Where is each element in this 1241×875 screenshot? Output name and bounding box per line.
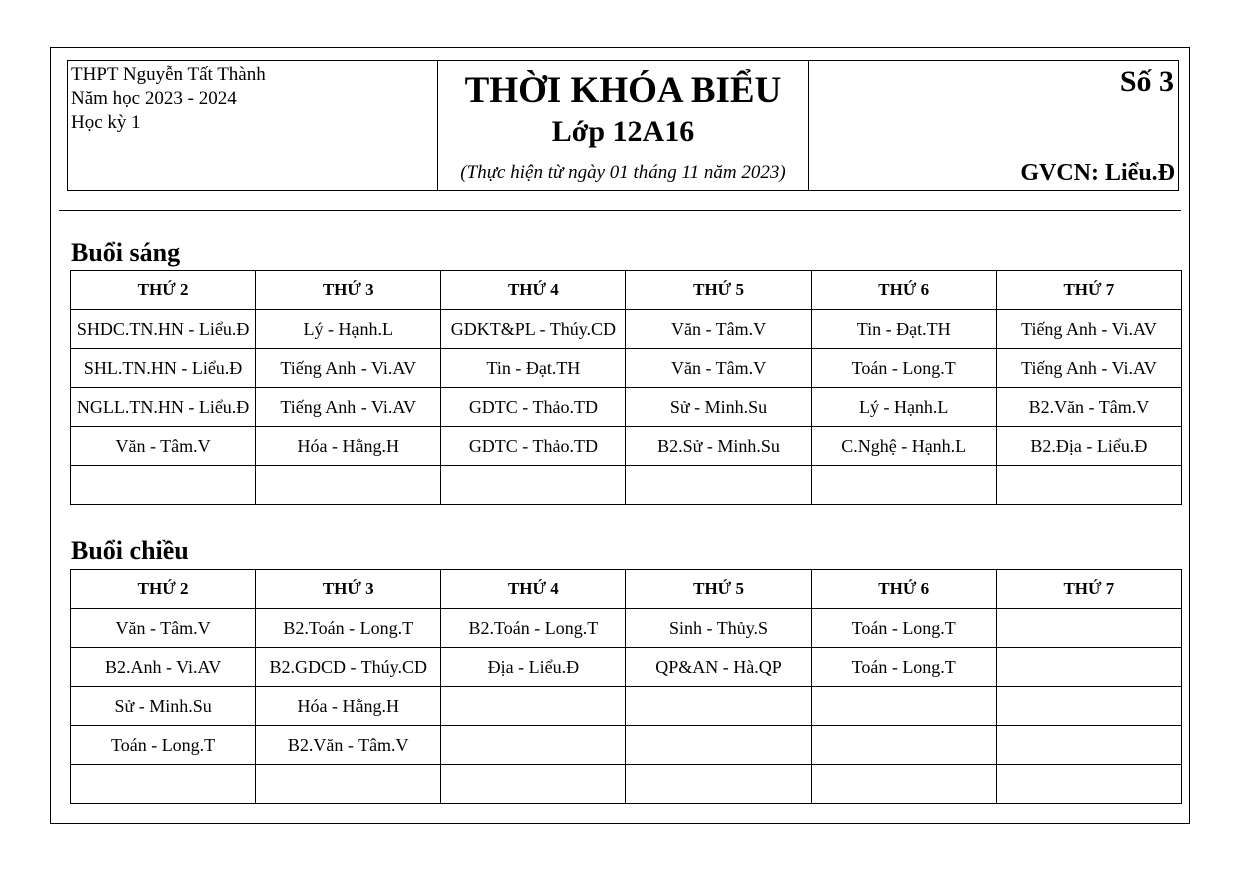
page-title: THỜI KHÓA BIỂU (464, 70, 782, 111)
lesson-cell: B2.Sử - Minh.Su (626, 427, 811, 466)
period-row (71, 765, 1182, 804)
lesson-cell (996, 726, 1181, 765)
lesson-cell (811, 466, 996, 505)
lesson-cell: Tiếng Anh - Vi.AV (256, 349, 441, 388)
lesson-cell: Sử - Minh.Su (71, 687, 256, 726)
lesson-cell (626, 687, 811, 726)
lesson-cell (811, 687, 996, 726)
lesson-cell (996, 687, 1181, 726)
lesson-cell: B2.Địa - Liểu.Đ (996, 427, 1181, 466)
lesson-cell (71, 765, 256, 804)
day-header: THỨ 3 (256, 570, 441, 609)
lesson-cell (626, 466, 811, 505)
number-block (809, 61, 1178, 190)
lesson-cell: Toán - Long.T (811, 648, 996, 687)
effective-date: (Thực hiện từ ngày 01 tháng 11 năm 2023) (460, 162, 786, 183)
lesson-cell (441, 466, 626, 505)
timetable-frame (50, 47, 1190, 824)
morning-title: Buổi sáng (71, 238, 181, 267)
lesson-cell: Lý - Hạnh.L (811, 388, 996, 427)
title-block (438, 61, 809, 190)
period-row (71, 687, 1182, 726)
period-row (71, 349, 1182, 388)
day-header-row (71, 570, 1182, 609)
morning-table (70, 270, 1182, 505)
lesson-cell: GDKT&PL - Thúy.CD (441, 310, 626, 349)
period-row (71, 427, 1182, 466)
lesson-cell (441, 687, 626, 726)
day-header: THỨ 7 (996, 271, 1181, 310)
lesson-cell: Toán - Long.T (811, 349, 996, 388)
period-row (71, 609, 1182, 648)
lesson-cell: B2.Văn - Tâm.V (996, 388, 1181, 427)
homeroom-teacher: GVCN: Liểu.Đ (1020, 160, 1175, 186)
period-row (71, 466, 1182, 505)
lesson-cell (996, 466, 1181, 505)
day-header: THỨ 3 (256, 271, 441, 310)
day-header: THỨ 7 (996, 570, 1181, 609)
day-header-row (71, 271, 1182, 310)
lesson-cell: NGLL.TN.HN - Liểu.Đ (71, 388, 256, 427)
lesson-cell (996, 609, 1181, 648)
lesson-cell: Tiếng Anh - Vi.AV (996, 349, 1181, 388)
lesson-cell: GDTC - Thảo.TD (441, 388, 626, 427)
period-row (71, 648, 1182, 687)
lesson-cell: B2.Anh - Vi.AV (71, 648, 256, 687)
day-header: THỨ 5 (626, 271, 811, 310)
lesson-cell: B2.Toán - Long.T (441, 609, 626, 648)
lesson-cell: Văn - Tâm.V (626, 310, 811, 349)
lesson-cell: B2.Toán - Long.T (256, 609, 441, 648)
day-header: THỨ 2 (71, 271, 256, 310)
lesson-cell: B2.GDCD - Thúy.CD (256, 648, 441, 687)
day-header: THỨ 5 (626, 570, 811, 609)
day-header: THỨ 4 (441, 570, 626, 609)
day-header: THỨ 6 (811, 570, 996, 609)
day-header: THỨ 6 (811, 271, 996, 310)
lesson-cell: Văn - Tâm.V (626, 349, 811, 388)
lesson-cell (256, 466, 441, 505)
lesson-cell (441, 765, 626, 804)
lesson-cell: Hóa - Hằng.H (256, 687, 441, 726)
lesson-cell (811, 765, 996, 804)
divider (59, 210, 1181, 211)
semester: Học kỳ 1 (71, 112, 141, 133)
lesson-cell (71, 466, 256, 505)
lesson-cell (811, 726, 996, 765)
timetable-number: Số 3 (1119, 65, 1174, 98)
period-row (71, 388, 1182, 427)
lesson-cell: Văn - Tâm.V (71, 427, 256, 466)
day-header: THỨ 2 (71, 570, 256, 609)
lesson-cell (996, 648, 1181, 687)
lesson-cell: SHDC.TN.HN - Liểu.Đ (71, 310, 256, 349)
lesson-cell: Văn - Tâm.V (71, 609, 256, 648)
lesson-cell: SHL.TN.HN - Liểu.Đ (71, 349, 256, 388)
lesson-cell (626, 726, 811, 765)
class-name: Lớp 12A16 (551, 115, 695, 148)
lesson-cell (256, 765, 441, 804)
lesson-cell: C.Nghệ - Hạnh.L (811, 427, 996, 466)
lesson-cell: Tin - Đạt.TH (441, 349, 626, 388)
lesson-cell: Sinh - Thủy.S (626, 609, 811, 648)
period-row (71, 310, 1182, 349)
lesson-cell: Hóa - Hằng.H (256, 427, 441, 466)
lesson-cell: Lý - Hạnh.L (256, 310, 441, 349)
timetable-header (67, 60, 1179, 191)
lesson-cell: GDTC - Thảo.TD (441, 427, 626, 466)
lesson-cell: Tiếng Anh - Vi.AV (256, 388, 441, 427)
school-year: Năm học 2023 - 2024 (71, 88, 237, 109)
period-row (71, 726, 1182, 765)
school-info (68, 61, 438, 190)
lesson-cell: B2.Văn - Tâm.V (256, 726, 441, 765)
lesson-cell: Tiếng Anh - Vi.AV (996, 310, 1181, 349)
afternoon-table (70, 569, 1182, 804)
lesson-cell (441, 726, 626, 765)
lesson-cell: Sử - Minh.Su (626, 388, 811, 427)
lesson-cell: Toán - Long.T (71, 726, 256, 765)
lesson-cell: Toán - Long.T (811, 609, 996, 648)
lesson-cell (626, 765, 811, 804)
school-name: THPT Nguyễn Tất Thành (71, 64, 266, 85)
lesson-cell: Địa - Liểu.Đ (441, 648, 626, 687)
lesson-cell (996, 765, 1181, 804)
day-header: THỨ 4 (441, 271, 626, 310)
lesson-cell: QP&AN - Hà.QP (626, 648, 811, 687)
afternoon-title: Buổi chiều (71, 536, 189, 565)
lesson-cell: Tin - Đạt.TH (811, 310, 996, 349)
